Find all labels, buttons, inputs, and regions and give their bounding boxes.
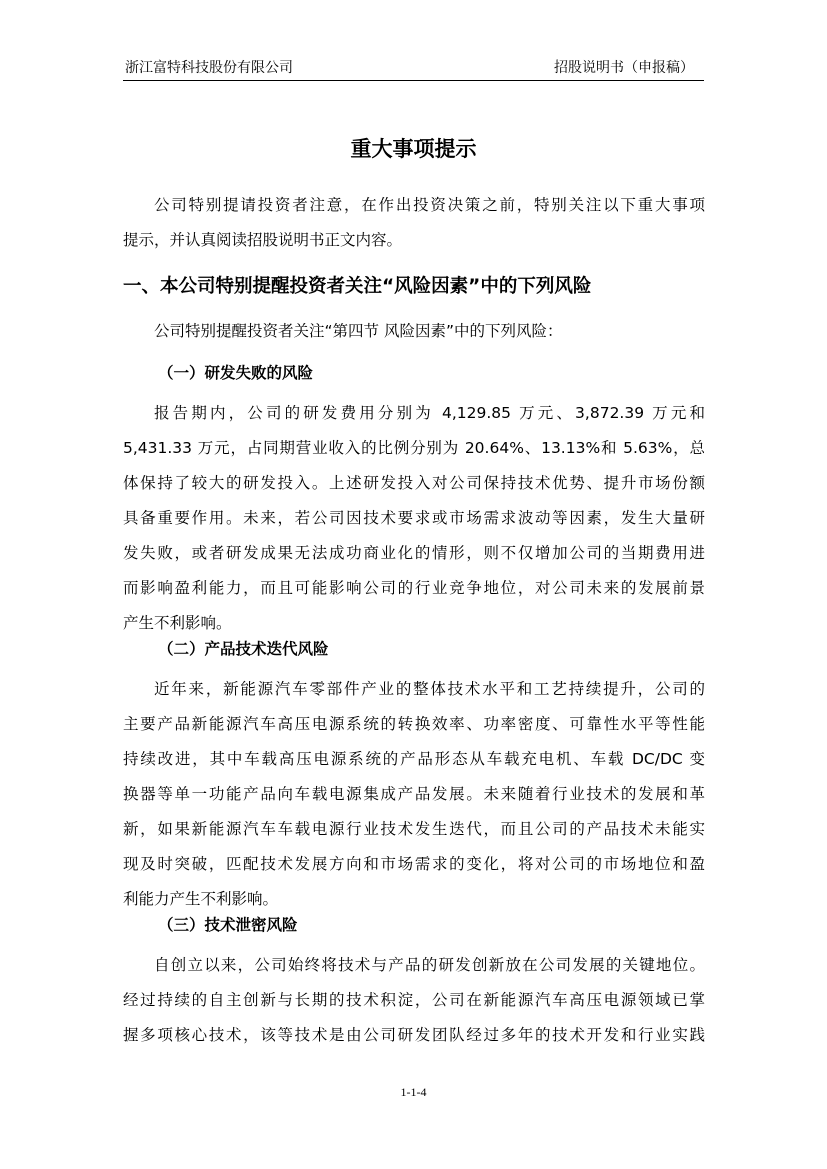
intro-line: 提示，并认真阅读招股说明书正文内容。 xyxy=(123,231,403,249)
section-lead-paragraph xyxy=(123,314,705,349)
header-company-name: 浙江富特科技股份有限公司 xyxy=(125,60,293,76)
paragraph-line: 现及时突破，匹配技术发展方向和市场需求的变化，将对公司的市场地位和盈 xyxy=(123,855,705,873)
paragraph-line: 近年来，新能源汽车零部件产业的整体技术水平和工艺持续提升，公司的 xyxy=(154,680,705,698)
intro-line: 公司特别提请投资者注意，在作出投资决策之前，特别关注以下重大事项 xyxy=(154,196,705,214)
paragraph-line: 经过持续的自主创新与长期的技术积淀，公司在新能源汽车高压电源领域已掌 xyxy=(123,991,705,1009)
paragraph-line: 具备重要作用。未来，若公司因技术要求或市场需求波动等因素，发生大量研 xyxy=(123,509,705,527)
subsection-heading-3: （三）技术泄密风险 xyxy=(158,916,298,934)
paragraph-line: 自创立以来，公司始终将技术与产品的研发创新放在公司发展的关键地位。 xyxy=(154,956,705,974)
paragraph-line: 报告期内，公司的研发费用分别为 4,129.85 万元、3,872.39 万元和 xyxy=(154,404,705,422)
subsection-heading-2: （二）产品技术迭代风险 xyxy=(158,640,329,658)
tech-iteration-risk-paragraph xyxy=(123,672,705,917)
page-number: 1-1-4 xyxy=(400,1085,427,1099)
subsection-heading-1: （一）研发失败的风险 xyxy=(158,364,314,382)
page-title: 重大事项提示 xyxy=(350,137,477,161)
paragraph-line: 5,431.33 万元，占同期营业收入的比例分别为 20.64%、13.13%和 5.63%，总 xyxy=(123,439,705,457)
paragraph-line: 而影响盈利能力，而且可能影响公司的行业竞争地位，对公司未来的发展前景 xyxy=(123,579,705,597)
header-document-type: 招股说明书（申报稿） xyxy=(554,60,694,76)
paragraph-line: 体保持了较大的研发投入。上述研发投入对公司保持技术优势、提升市场份额 xyxy=(123,474,705,492)
running-header xyxy=(123,58,704,81)
paragraph-line: 握多项核心技术，该等技术是由公司研发团队经过多年的技术开发和行业实践 xyxy=(123,1026,705,1044)
tech-leak-risk-paragraph xyxy=(123,948,705,1053)
paragraph-line: 利能力产生不利影响。 xyxy=(123,890,279,908)
paragraph-line: 持续改进，其中车载高压电源系统的产品形态从车载充电机、车载 DC/DC 变 xyxy=(123,750,705,768)
paragraph-line: 新，如果新能源汽车车载电源行业技术发生迭代，而且公司的产品技术未能实 xyxy=(123,820,705,838)
intro-paragraph xyxy=(123,188,705,258)
paragraph-line: 主要产品新能源汽车高压电源系统的转换效率、功率密度、可靠性水平等性能 xyxy=(123,715,705,733)
paragraph-line: 产生不利影响。 xyxy=(123,614,232,632)
paragraph-line: 发失败，或者研发成果无法成功商业化的情形，则不仅增加公司的当期费用进 xyxy=(123,544,705,562)
lead-line: 公司特别提醒投资者关注“第四节 风险因素”中的下列风险： xyxy=(154,322,563,340)
rd-failure-risk-paragraph xyxy=(123,396,705,641)
paragraph-line: 换器等单一功能产品向车载电源集成产品发展。未来随着行业技术的发展和革 xyxy=(123,785,705,803)
section-heading: 一、本公司特别提醒投资者关注“风险因素”中的下列风险 xyxy=(123,276,592,297)
